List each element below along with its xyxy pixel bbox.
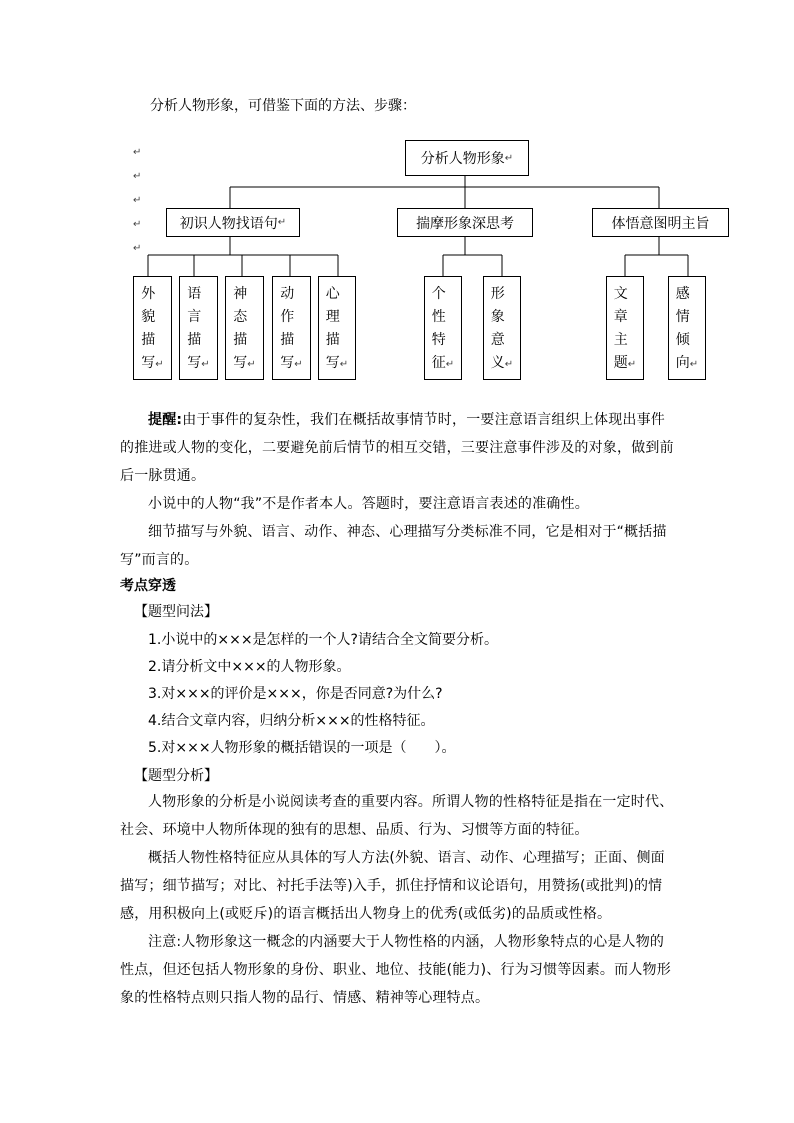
vertical-label	[432, 283, 454, 376]
diagram-root-node	[405, 140, 529, 176]
vertical-char: 形	[490, 286, 505, 302]
paragraph-mark: ↵	[155, 359, 164, 370]
vertical-char: 个	[431, 286, 446, 302]
question-item: 4.结合文章内容，归纳分析×××的性格特征。	[148, 713, 435, 729]
vertical-label	[233, 283, 255, 376]
question-item: 1.小说中的×××是怎样的一个人?请结合全文简要分析。	[148, 632, 498, 648]
vertical-char: 描	[187, 332, 202, 348]
diagram-leaf-node	[225, 276, 264, 380]
paragraph-mark: ↵	[504, 359, 514, 370]
vertical-char: 理	[325, 309, 340, 325]
vertical-label	[614, 283, 636, 376]
vertical-char: 征↵	[431, 355, 455, 371]
diagram-branch-node	[592, 208, 729, 237]
vertical-char: 动	[280, 286, 295, 302]
diagram-leaf-node	[606, 276, 644, 380]
paragraph-mark: ↵	[689, 359, 699, 370]
vertical-char: 写↵	[325, 355, 349, 371]
vertical-char: 描	[141, 332, 156, 348]
paragraph-mark: ↵	[247, 359, 256, 370]
paragraph-mark: ↵	[133, 243, 142, 254]
analysis-title: 【题型分析】	[134, 768, 218, 784]
vertical-char: 章	[613, 309, 628, 325]
vertical-char: 态	[233, 309, 248, 325]
diagram-leaf-node	[318, 276, 356, 380]
vertical-char: 象	[490, 309, 505, 325]
vertical-char: 感	[675, 286, 690, 302]
question-item: 2.请分析文中×××的人物形象。	[148, 659, 351, 675]
diagram-leaf-node	[668, 276, 706, 380]
vertical-label	[187, 283, 209, 376]
vertical-char: 语	[187, 286, 202, 302]
tip-text: 由于事件的复杂性，我们在概括故事情节时，一要注意语言组织上体现出事件的推进或人物的变化，二要避免前后情节的相互交错，三要注意事件涉及的对象，做到前后一脉贯通。	[120, 412, 674, 484]
diagram-leaf-node	[179, 276, 218, 380]
vertical-char: 描	[233, 332, 248, 348]
vertical-char: 倾	[675, 332, 690, 348]
paragraph-mark: ↵	[133, 195, 142, 206]
tip-label: 提醒:	[148, 412, 183, 428]
question-types-title: 【题型问法】	[134, 604, 218, 620]
intro-text: 分析人物形象，可借鉴下面的方法、步骤：	[150, 98, 416, 114]
vertical-char: 描	[280, 332, 295, 348]
paragraph-mark: ↵	[339, 359, 349, 370]
vertical-char: 写↵	[233, 355, 256, 371]
diagram-leaf-node	[483, 276, 521, 380]
diagram-branch-node	[397, 208, 533, 237]
paragraph-mark: ↵	[133, 171, 142, 182]
vertical-char: 外	[141, 286, 156, 302]
section-title: 考点穿透	[120, 578, 176, 594]
note-paragraph: 细节描写与外貌、语言、动作、神态、心理描写分类标准不同，它是相对于“概括描写”而言的。	[120, 524, 667, 568]
analysis-paragraph: 注意:人物形象这一概念的内涵要大于人物性格的内涵，人物形象特点的心是人物的性点，但还包括人物形象的身份、职业、地位、技能(能力)、行为习惯等因素。而人物形象的性格特点则只指人物的品行、情感、精神等心理特点。	[120, 934, 671, 1006]
vertical-char: 神	[233, 286, 248, 302]
vertical-char: 心	[325, 286, 340, 302]
vertical-char: 貌	[141, 309, 156, 325]
question-item: 5.对×××人物形象的概括错误的一项是（ ）。	[148, 740, 456, 756]
vertical-char: 性	[431, 309, 446, 325]
analysis-paragraph: 人物形象的分析是小说阅读考查的重要内容。所谓人物的性格特征是指在一定时代、社会、环境中人物所体现的独有的思想、品质、行为、习惯等方面的特征。	[120, 794, 674, 838]
question-item: 3.对×××的评价是×××，你是否同意?为什么?	[148, 686, 443, 702]
vertical-char: 写↵	[187, 355, 210, 371]
paragraph-mark: ↵	[294, 359, 303, 370]
diagram-branch-node	[166, 208, 300, 237]
vertical-char: 言	[187, 309, 202, 325]
diagram-leaf-node	[133, 276, 172, 380]
note-paragraph: 小说中的人物“我”不是作者本人。答题时，要注意语言表述的准确性。	[148, 496, 589, 512]
vertical-char: 写↵	[280, 355, 303, 371]
diagram-leaf-node	[424, 276, 462, 380]
vertical-char: 意	[490, 332, 505, 348]
diagram-leaf-node	[272, 276, 311, 380]
node-label: 揣摩形象深思考	[416, 215, 514, 232]
vertical-label	[141, 283, 163, 376]
vertical-label	[491, 283, 513, 376]
vertical-char: 作	[280, 309, 295, 325]
vertical-label	[676, 283, 698, 376]
paragraph-mark: ↵	[445, 359, 455, 370]
vertical-char: 向↵	[675, 355, 699, 371]
paragraph-mark: ↵	[133, 147, 142, 158]
paragraph-mark: ↵	[201, 359, 210, 370]
paragraph-mark: ↵	[277, 217, 287, 228]
paragraph-mark: ↵	[133, 219, 142, 230]
paragraph-mark: ↵	[504, 152, 514, 164]
vertical-char: 义↵	[490, 355, 514, 371]
node-label: 体悟意图明主旨	[611, 215, 710, 232]
vertical-char: 写↵	[141, 355, 164, 371]
vertical-char: 题↵	[613, 355, 637, 371]
tip-paragraph	[120, 406, 678, 490]
node-label: 分析人物形象	[420, 151, 505, 167]
paragraph-mark: ↵	[627, 359, 637, 370]
vertical-char: 主	[613, 332, 628, 348]
vertical-char: 文	[613, 286, 628, 302]
node-label: 初识人物找语句	[179, 215, 278, 232]
vertical-label	[280, 283, 302, 376]
vertical-char: 特	[431, 332, 446, 348]
analysis-paragraph: 概括人物性格特征应从具体的写人方法(外貌、语言、动作、心理描写；正面、侧面描写；细节描写；对比、衬托手法等)入手，抓住抒情和议论语句，用赞扬(或批判)的情感，用积极向上(或贬斥)的语言概括出人物身上的优秀(或低劣)的品质或性格。	[120, 850, 665, 922]
vertical-char: 情	[675, 309, 690, 325]
vertical-label	[326, 283, 348, 376]
vertical-char: 描	[325, 332, 340, 348]
